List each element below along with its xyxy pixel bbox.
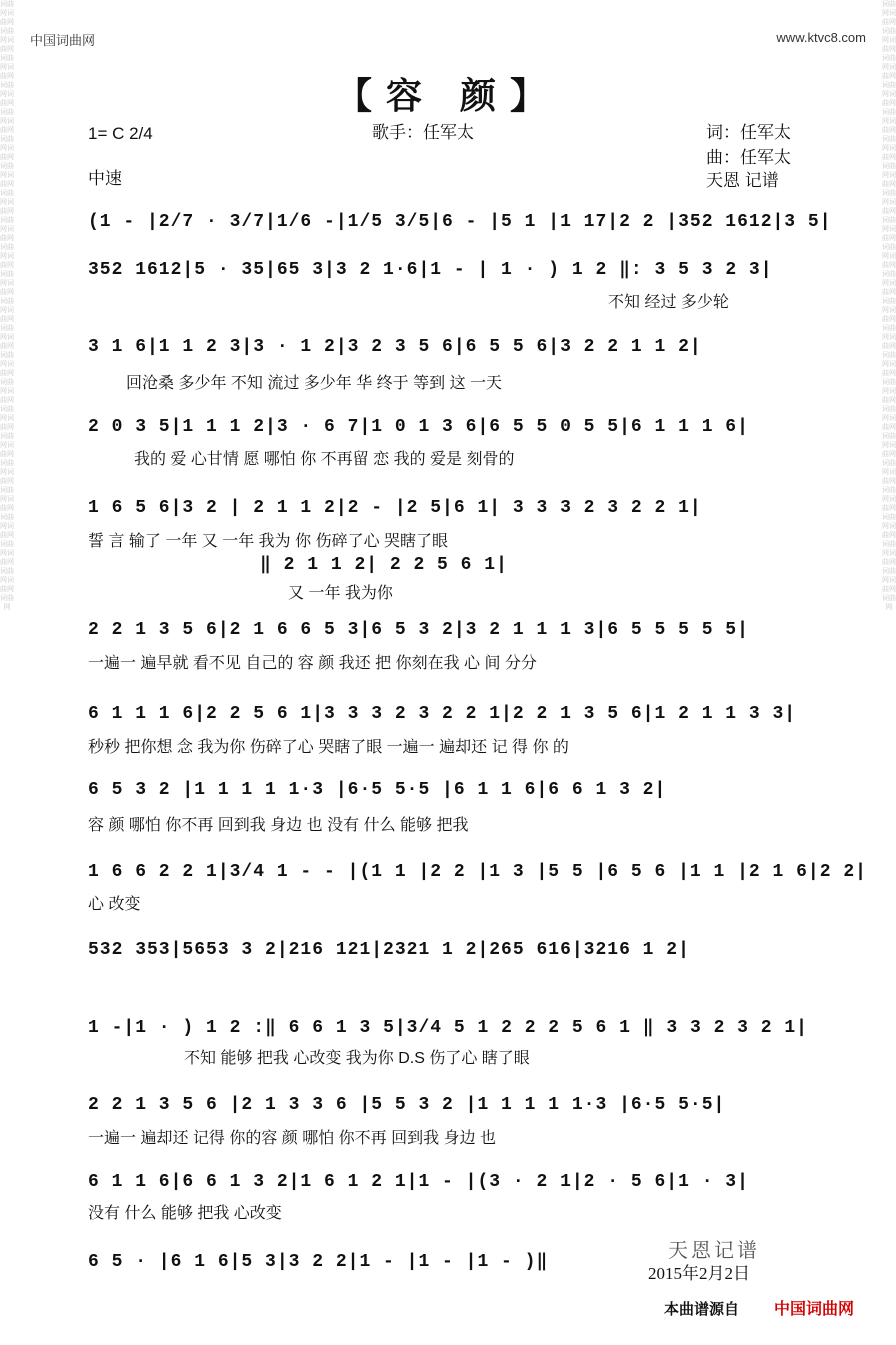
notation-line-13: 6 1 1 6|6 6 1 3 2|1 6 1 2 1|1 - |(3 · 2 1|2 · 5 6|1 · 3| <box>88 1172 749 1192</box>
notation-line-2: 352 1612|5 · 35|65 3|3 2 1·6|1 - | 1 · ) 1 2 ‖: 3 5 3 2 3| <box>88 260 773 280</box>
site-url[interactable]: www.ktvc8.com <box>776 30 866 45</box>
singer-credit: 歌手：任军太 <box>372 123 474 142</box>
lyric-line-11: 不知 能够 把我 心改变 我为你 D.S 伤了心 瞎了眼 <box>184 1050 530 1067</box>
lyric-line-2: 不知 经过 多少轮 <box>608 294 729 311</box>
notation-line-5: 1 6 5 6|3 2 | 2 1 1 2|2 - |2 5|6 1| 3 3 3 2 3 2 2 1| <box>88 498 702 518</box>
notation-line-7: 6 1 1 1 6|2 2 5 6 1|3 3 3 2 3 2 2 1|2 2 1 3 5 6|1 2 1 1 3 3| <box>88 704 797 724</box>
lyric-line-6: 一遍一 遍早就 看不见 自己的 容 颜 我还 把 你刻在我 心 间 分分 <box>88 655 537 672</box>
notation-line-1: (1 - |2/7 · 3/7|1/6 -|1/5 3/5|6 - |5 1 |1 17|2 2 |352 1612|3 5| <box>88 212 832 232</box>
notation-line-4: 2 0 3 5|1 1 1 2|3 · 6 7|1 0 1 3 6|6 5 5 0 5 5|6 1 1 1 6| <box>88 417 749 437</box>
lyric-line-4: 我的 爱 心甘情 愿 哪怕 你 不再留 恋 我的 爱是 刻骨的 <box>134 451 515 468</box>
lyricist-credit: 词：任军太 <box>706 123 791 142</box>
site-name: 中国词曲网 <box>30 33 96 48</box>
notation-line-3: 3 1 6|1 1 2 3|3 · 1 2|3 2 3 5 6|6 5 5 6|3 2 2 1 1 2| <box>88 337 702 357</box>
composer-credit: 曲：任军太 <box>706 148 791 167</box>
notation-line-6: 2 2 1 3 5 6|2 1 6 6 5 3|6 5 3 2|3 2 1 1 1 3|6 5 5 5 5 5| <box>88 620 749 640</box>
handwritten-signature: 天恩记谱 <box>668 1238 760 1262</box>
lyric-line-8: 容 颜 哪怕 你不再 回到我 身边 也 没有 什么 能够 把我 <box>88 817 469 834</box>
lyric-line-7: 秒秒 把你想 念 我为你 伤碎了心 哭瞎了眼 一遍一 遍却还 记 得 你 的 <box>88 739 569 756</box>
notation-line-12: 2 2 1 3 5 6 |2 1 3 3 6 |5 5 3 2 |1 1 1 1 1·3 |6·5 5·5| <box>88 1095 726 1115</box>
tempo-marking: 中速 <box>88 169 122 188</box>
source-label: 本曲谱源自 <box>664 1301 740 1318</box>
watermark-right: 词曲网词曲网词曲网词曲网词曲网词曲网词曲网词曲网词曲网词曲网词曲网词曲网词曲网词曲网词曲网词曲网词曲网词曲网词曲网词曲网词曲网词曲网词曲网词曲网词曲网词曲网词曲网词曲网词曲网词曲网词曲网词曲网词曲网词曲网词曲网词曲网词曲网词曲网词曲网词曲网词曲网词曲网词曲网词曲网词曲网 <box>882 1 896 611</box>
watermark-left: 词曲网词曲网词曲网词曲网词曲网词曲网词曲网词曲网词曲网词曲网词曲网词曲网词曲网词曲网词曲网词曲网词曲网词曲网词曲网词曲网词曲网词曲网词曲网词曲网词曲网词曲网词曲网词曲网词曲网词曲网词曲网词曲网词曲网词曲网词曲网词曲网词曲网词曲网词曲网词曲网词曲网词曲网词曲网词曲网词曲网 <box>0 1 14 611</box>
source-site-link[interactable]: 中国词曲网 <box>774 1301 855 1318</box>
notation-line-5b: ‖ 2 1 1 2| 2 2 5 6 1| <box>260 555 508 575</box>
notation-line-10: 532 353|5653 3 2|216 121|2321 1 2|265 616|3216 1 2| <box>88 940 690 960</box>
lyric-line-3: 回沧桑 多少年 不知 流过 多少年 华 终于 等到 这 一天 <box>126 375 503 392</box>
notation-line-14: 6 5 · |6 1 6|5 3|3 2 2|1 - |1 - |1 - )‖ <box>88 1252 549 1272</box>
lyric-line-12: 一遍一 遍却还 记得 你的容 颜 哪怕 你不再 回到我 身边 也 <box>88 1130 497 1147</box>
song-title: 【容 颜】 <box>335 75 560 116</box>
notation-line-11: 1 -|1 · ) 1 2 :‖ 6 6 1 3 5|3/4 5 1 2 2 2 5 6 1 ‖ 3 3 2 3 2 1| <box>88 1018 808 1038</box>
notation-line-8: 6 5 3 2 |1 1 1 1 1·3 |6·5 5·5 |6 1 1 6|6 6 1 3 2| <box>88 780 667 800</box>
notation-line-9: 1 6 6 2 2 1|3/4 1 - - |(1 1 |2 2 |1 3 |5 5 |6 5 6 |1 1 |2 1 6|2 2| <box>88 862 867 882</box>
lyric-line-5: 誓 言 输了 一年 又 一年 我为 你 伤碎了心 哭瞎了眼 <box>88 533 449 550</box>
lyric-line-13: 没有 什么 能够 把我 心改变 <box>88 1205 282 1222</box>
lyric-line-5b: 又 一年 我为你 <box>288 585 393 602</box>
transcriber-credit: 天恩 记谱 <box>706 171 779 190</box>
lyric-line-9: 心 改变 <box>88 896 141 913</box>
signature-date: 2015年2月2日 <box>648 1264 750 1283</box>
key-signature: 1= C 2/4 <box>88 124 153 143</box>
